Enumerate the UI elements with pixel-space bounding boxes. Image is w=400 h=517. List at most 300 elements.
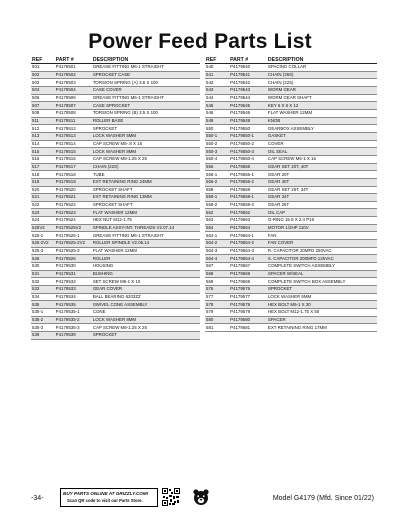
description-cell: S. CAPACITOR 200MFD 125VAC — [267, 255, 377, 263]
table-row — [205, 194, 377, 202]
table-row — [31, 217, 200, 225]
description-cell: EXT RETAINING RING 17MM — [267, 324, 377, 332]
table-row — [205, 155, 377, 163]
description-cell: BALL BEARING 6203ZZ — [92, 293, 200, 301]
ref-cell: 525-2V2 — [31, 240, 55, 248]
ref-cell: 556-2 — [205, 178, 229, 186]
ref-cell: 503 — [31, 79, 55, 87]
ref-cell: 543 — [205, 86, 229, 94]
description-cell: ROLLER — [92, 255, 200, 263]
description-cell: HEX BOLT M6-1 X 30 — [267, 301, 377, 309]
ref-cell: 568 — [205, 270, 229, 278]
ref-cell: 534 — [31, 293, 55, 301]
description-cell: SPACING COLLAR — [267, 64, 377, 72]
table-row — [31, 247, 200, 255]
part-number-cell: P4179541 — [229, 71, 267, 79]
part-number-cell: P4179519 — [55, 178, 92, 186]
table-row — [205, 109, 377, 117]
description-cell: GEAR SET 26T, 34T — [267, 186, 377, 194]
description-cell: GEAR 40T — [267, 178, 377, 186]
part-number-cell: P4179518 — [55, 171, 92, 179]
part-number-cell: P4179544 — [229, 94, 267, 102]
table-row — [205, 163, 377, 171]
ref-cell: 564-2 — [205, 240, 229, 248]
ref-cell: 513 — [31, 132, 55, 140]
description-cell: GEAR SET 20T, 40T — [267, 163, 377, 171]
table-row — [31, 278, 200, 286]
description-cell: GEAR 26T — [267, 201, 377, 209]
ref-cell: 533 — [31, 286, 55, 294]
ref-cell: 523 — [31, 209, 55, 217]
part-number-cell: P4179515 — [55, 148, 92, 156]
table-row — [205, 316, 377, 324]
description-cell: TORSION SPRING (B) 3.5 X 100 — [92, 109, 200, 117]
ref-cell: 562 — [205, 209, 229, 217]
table-row — [31, 64, 200, 72]
table-row — [31, 102, 200, 110]
ref-cell: 535-2 — [31, 316, 55, 324]
part-number-cell: P4179564-2 — [229, 240, 267, 248]
part-number-cell: P4179520 — [55, 186, 92, 194]
part-number-cell: P4179563 — [229, 217, 267, 225]
table-row — [205, 148, 377, 156]
table-row — [31, 201, 200, 209]
description-cell: HOUSING — [92, 263, 200, 271]
description-cell: HEX NUT M12-1.75 — [92, 217, 200, 225]
grizzly-bear-logo — [192, 488, 210, 506]
part-number-cell: P4179516 — [55, 155, 92, 163]
ref-cell: 550-4 — [205, 155, 229, 163]
buy-parts-text: BUY PARTS ONLINE AT GRIZZLY.COM! — [63, 491, 149, 496]
description-cell: CAP SCREW M6-1 X 16 — [267, 155, 377, 163]
table-row — [205, 178, 377, 186]
part-number-cell: P4179533 — [55, 286, 92, 294]
part-number-cell: P4179540 — [229, 64, 267, 72]
part-number-cell: P4179504 — [55, 86, 92, 94]
part-number-cell: P4179577 — [229, 293, 267, 301]
part-number-cell: P4179525-3 — [55, 247, 92, 255]
description-cell: CAP SCREW M8-1.25 X 25 — [92, 155, 200, 163]
table-row — [31, 309, 200, 317]
part-number-cell: P4179546 — [229, 109, 267, 117]
ref-cell: 522 — [31, 201, 55, 209]
parts-table-right — [205, 56, 377, 332]
description-cell: SPROCKET SHAFT — [92, 201, 200, 209]
table-row — [205, 240, 377, 248]
table-row — [31, 255, 200, 263]
ref-cell: 542 — [205, 79, 229, 87]
ref-cell: 577 — [205, 293, 229, 301]
table-row — [31, 286, 200, 294]
ref-cell: 559 — [205, 186, 229, 194]
ref-cell: 579 — [205, 309, 229, 317]
ref-cell: 564 — [205, 224, 229, 232]
description-cell: LOCK WASHER 8MM — [92, 148, 200, 156]
description-cell: CONE — [92, 309, 200, 317]
table-row — [31, 240, 200, 248]
part-number-cell: P4179535-2 — [55, 316, 92, 324]
part-number-cell: P4179502 — [55, 71, 92, 79]
table-row — [31, 125, 200, 133]
ref-cell: 532 — [31, 278, 55, 286]
table-row — [205, 64, 377, 72]
ref-cell: 535-3 — [31, 324, 55, 332]
table-row — [205, 125, 377, 133]
description-cell: OIL SEAL — [267, 148, 377, 156]
part-number-cell: P4179525V2 — [55, 224, 92, 232]
table-row — [31, 232, 200, 240]
ref-cell: 504 — [31, 86, 55, 94]
part-number-cell: P4179549 — [229, 117, 267, 125]
ref-cell: 546 — [205, 109, 229, 117]
header-description: DESCRIPTION — [267, 56, 377, 64]
table-row — [31, 270, 200, 278]
part-number-cell: P4179550-2 — [229, 140, 267, 148]
table-row — [205, 140, 377, 148]
part-number-cell: P4179580 — [229, 316, 267, 324]
ref-cell: 508 — [31, 109, 55, 117]
ref-cell: 564-1 — [205, 232, 229, 240]
part-number-cell: P4179564 — [229, 224, 267, 232]
table-row — [205, 171, 377, 179]
description-cell: FAN — [267, 232, 377, 240]
ref-cell: 525-1 — [31, 232, 55, 240]
description-cell: SPINDLE ASSY-INT. THREADS V2.07.14 — [92, 224, 200, 232]
description-cell: SPROCKET CASE — [92, 71, 200, 79]
ref-cell: 578 — [205, 301, 229, 309]
part-number-cell: P4179559 — [229, 186, 267, 194]
description-cell: TUBE — [92, 171, 200, 179]
ref-cell: 564-3 — [205, 247, 229, 255]
ref-cell: 544 — [205, 94, 229, 102]
description-cell: R. CAPACITOR 20MFD 250VAC — [267, 247, 377, 255]
header-part: PART # — [229, 56, 267, 64]
ref-cell: 530 — [31, 263, 55, 271]
scan-qr-text: Scan QR code to visit our Parts Store. — [67, 498, 143, 503]
description-cell: TORSION SPRING (A) 3.5 X 100 — [92, 79, 200, 87]
table-row — [31, 316, 200, 324]
ref-cell: 517 — [31, 163, 55, 171]
table-row — [205, 286, 377, 294]
description-cell: OIL CAP — [267, 209, 377, 217]
ref-cell: 569 — [205, 278, 229, 286]
part-number-cell: P4179568 — [229, 270, 267, 278]
description-cell: CAP SCREW M5-.8 X 16 — [92, 140, 200, 148]
parts-store-box — [60, 488, 158, 507]
ref-cell: 526 — [31, 255, 55, 263]
ref-cell: 550-3 — [205, 148, 229, 156]
ref-cell: 559-1 — [205, 194, 229, 202]
table-row — [205, 209, 377, 217]
description-cell: GEAR 34T — [267, 194, 377, 202]
ref-cell: 506 — [31, 94, 55, 102]
part-number-cell: P4179564-3 — [229, 247, 267, 255]
description-cell: LOCK WASHER 5MM — [92, 132, 200, 140]
ref-cell: 541 — [205, 71, 229, 79]
ref-cell: 514 — [31, 140, 55, 148]
ref-cell: 524 — [31, 217, 55, 225]
description-cell: CASE COVER — [92, 86, 200, 94]
description-cell: CAP SCREW M8-1.25 X 25 — [92, 324, 200, 332]
part-number-cell: P4179507 — [55, 102, 92, 110]
part-number-cell: P4179564-1 — [229, 232, 267, 240]
part-number-cell: P4179512 — [55, 125, 92, 133]
description-cell: BUSHING — [92, 270, 200, 278]
table-row — [31, 71, 200, 79]
table-header-row — [205, 56, 377, 64]
part-number-cell: P4179526 — [55, 255, 92, 263]
ref-cell: 581 — [205, 324, 229, 332]
table-row — [31, 163, 200, 171]
part-number-cell: P4179559-1 — [229, 194, 267, 202]
table-row — [205, 278, 377, 286]
table-row — [205, 94, 377, 102]
description-cell: FAN COVER — [267, 240, 377, 248]
table-row — [205, 309, 377, 317]
description-cell: MOTOR 1/2HP 110V — [267, 224, 377, 232]
description-cell: CHAIN (22S) — [92, 163, 200, 171]
description-cell: GASKET — [267, 132, 377, 140]
table-row — [205, 224, 377, 232]
part-number-cell: P4179522 — [55, 201, 92, 209]
table-row — [31, 194, 200, 202]
description-cell: GEARBOX ASSEMBLY — [267, 125, 377, 133]
part-number-cell: P4179550 — [229, 125, 267, 133]
ref-cell: 576 — [205, 286, 229, 294]
ref-cell: 535-1 — [31, 309, 55, 317]
part-number-cell: P4179569 — [229, 278, 267, 286]
ref-cell: 550 — [205, 125, 229, 133]
ref-cell: 518 — [31, 171, 55, 179]
part-number-cell: P4179517 — [55, 163, 92, 171]
description-cell: LOCK WASHER 6MM — [267, 293, 377, 301]
description-cell: COMPLETE SWITCH ASSEMBLY — [267, 263, 377, 271]
ref-cell: 516 — [31, 155, 55, 163]
ref-cell: 501 — [31, 64, 55, 72]
description-cell: GREASE FITTING M6-1 STRAIGHT — [92, 94, 200, 102]
table-row — [31, 109, 200, 117]
header-ref: REF — [31, 56, 55, 64]
table-row — [205, 117, 377, 125]
table-row — [31, 117, 200, 125]
part-number-cell: P4179535-1 — [55, 309, 92, 317]
table-row — [31, 140, 200, 148]
description-cell: SPACER W/SEAL — [267, 270, 377, 278]
part-number-cell: P4179578 — [229, 301, 267, 309]
description-cell: KEY 6 X 6 X 12 — [267, 102, 377, 110]
table-row — [205, 86, 377, 94]
description-cell: GREASE FITTING M6-1 STRAIGHT — [92, 232, 200, 240]
part-number-cell: P4179534 — [55, 293, 92, 301]
ref-cell: 550-2 — [205, 140, 229, 148]
ref-cell: 519 — [31, 178, 55, 186]
description-cell: LOCK WASHER 8MM — [92, 316, 200, 324]
part-number-cell: P4179576 — [229, 286, 267, 294]
ref-cell: 531 — [31, 270, 55, 278]
part-number-cell: P4179525-2V2 — [55, 240, 92, 248]
part-number-cell: P4179511 — [55, 117, 92, 125]
table-row — [31, 86, 200, 94]
part-number-cell: P4179564-4 — [229, 255, 267, 263]
table-row — [205, 293, 377, 301]
description-cell: WORM GEAR SHAFT — [267, 94, 377, 102]
part-number-cell: P4179508 — [55, 109, 92, 117]
description-cell: SWIVEL CONE ASSEMBLY — [92, 301, 200, 309]
description-cell: SET SCREW M6-1 X 10 — [92, 278, 200, 286]
ref-cell: 525-3 — [31, 247, 55, 255]
description-cell: CASE SPROCKET — [92, 102, 200, 110]
table-row — [31, 263, 200, 271]
table-row — [205, 301, 377, 309]
description-cell: HEX BOLT M12-1.75 X 50 — [267, 309, 377, 317]
part-number-cell: P4179535-3 — [55, 324, 92, 332]
description-cell: GEAR 20T — [267, 171, 377, 179]
part-number-cell: P4179506 — [55, 94, 92, 102]
ref-cell: 507 — [31, 102, 55, 110]
ref-cell: 535 — [31, 301, 55, 309]
ref-cell: 539 — [31, 331, 55, 339]
parts-table-left — [31, 56, 200, 340]
table-row — [31, 293, 200, 301]
description-cell: GREASE FITTING M6-1 STRAIGHT — [92, 64, 200, 72]
table-row — [205, 324, 377, 332]
ref-cell: 545 — [205, 102, 229, 110]
description-cell: WORM GEAR — [267, 86, 377, 94]
ref-cell: 502 — [31, 71, 55, 79]
table-row — [205, 263, 377, 271]
ref-cell: 580 — [205, 316, 229, 324]
part-number-cell: P4179539 — [55, 331, 92, 339]
description-cell: SPROCKET — [267, 286, 377, 294]
part-number-cell: P4179550-1 — [229, 132, 267, 140]
model-text: Model G4179 (Mfd. Since 01/22) — [272, 495, 374, 502]
ref-cell: 521 — [31, 194, 55, 202]
part-number-cell: P4179559-2 — [229, 201, 267, 209]
ref-cell: 512 — [31, 125, 55, 133]
description-cell: FLAT WASHER 12MM — [92, 247, 200, 255]
description-cell: ROLLER SPINDLE V2.06.14 — [92, 240, 200, 248]
part-number-cell: P4179556-1 — [229, 171, 267, 179]
table-row — [205, 247, 377, 255]
description-cell: SPROCKET — [92, 331, 200, 339]
ref-cell: 567 — [205, 263, 229, 271]
ref-cell: 556-1 — [205, 171, 229, 179]
table-row — [31, 79, 200, 87]
header-part: PART # — [55, 56, 92, 64]
part-number-cell: P4179531 — [55, 270, 92, 278]
table-row — [31, 209, 200, 217]
ref-cell: 550-1 — [205, 132, 229, 140]
part-number-cell: P4179567 — [229, 263, 267, 271]
table-row — [31, 186, 200, 194]
page-title: Power Feed Parts List — [88, 30, 312, 53]
table-row — [205, 270, 377, 278]
table-row — [205, 201, 377, 209]
part-number-cell: P4179581 — [229, 324, 267, 332]
table-row — [31, 132, 200, 140]
page-number: -34- — [31, 495, 44, 502]
part-number-cell: P4179562 — [229, 209, 267, 217]
description-cell: SPROCKET SHAFT — [92, 186, 200, 194]
description-cell: FLAT WASHER 12MM — [267, 109, 377, 117]
description-cell: CHAIN (22S) — [267, 79, 377, 87]
part-number-cell: P4179524 — [55, 217, 92, 225]
part-number-cell: P4179556 — [229, 163, 267, 171]
part-number-cell: P4179579 — [229, 309, 267, 317]
ref-cell: 540 — [205, 64, 229, 72]
description-cell: SPROCKET — [92, 125, 200, 133]
description-cell: ROLLER BASE — [92, 117, 200, 125]
part-number-cell: P4179532 — [55, 278, 92, 286]
table-row — [31, 324, 200, 332]
part-number-cell: P4179543 — [229, 86, 267, 94]
ref-cell: 549 — [205, 117, 229, 125]
part-number-cell: P4179523 — [55, 209, 92, 217]
table-row — [205, 71, 377, 79]
table-header-row — [31, 56, 200, 64]
part-number-cell: P4179535 — [55, 301, 92, 309]
ref-cell: 511 — [31, 117, 55, 125]
table-row — [205, 217, 377, 225]
table-row — [205, 79, 377, 87]
ref-cell: 556 — [205, 163, 229, 171]
part-number-cell: P4179550-4 — [229, 155, 267, 163]
description-cell: COMPLETE SWITCH BOX ASSEMBLY — [267, 278, 377, 286]
part-number-cell: P4179545 — [229, 102, 267, 110]
qr-code-icon[interactable] — [162, 488, 180, 506]
ref-cell: 520 — [31, 186, 55, 194]
description-cell: FLAT WASHER 12MM — [92, 209, 200, 217]
ref-cell: 515 — [31, 148, 55, 156]
part-number-cell: P4179501 — [55, 64, 92, 72]
table-row — [31, 301, 200, 309]
table-row — [31, 171, 200, 179]
table-row — [31, 224, 200, 232]
table-row — [31, 94, 200, 102]
description-cell: SPACER — [267, 316, 377, 324]
part-number-cell: P4179514 — [55, 140, 92, 148]
part-number-cell: P4179521 — [55, 194, 92, 202]
description-cell: COVER — [267, 140, 377, 148]
table-row — [205, 186, 377, 194]
ref-cell: 564-4 — [205, 255, 229, 263]
header-ref: REF — [205, 56, 229, 64]
part-number-cell: P4179530 — [55, 263, 92, 271]
description-cell: CHAIN (36S) — [267, 71, 377, 79]
table-row — [31, 178, 200, 186]
table-row — [205, 102, 377, 110]
description-cell: GEAR COVER — [92, 286, 200, 294]
table-row — [205, 232, 377, 240]
table-row — [31, 148, 200, 156]
part-number-cell: P4179525-1 — [55, 232, 92, 240]
part-number-cell: P4179556-2 — [229, 178, 267, 186]
part-number-cell: P4179513 — [55, 132, 92, 140]
description-cell: EXT RETAINING RING 13MM — [92, 194, 200, 202]
description-cell: EXT RETAINING RING 24MM — [92, 178, 200, 186]
ref-cell: 525V2 — [31, 224, 55, 232]
part-number-cell: P4179550-3 — [229, 148, 267, 156]
table-row — [31, 155, 200, 163]
part-number-cell: P4179503 — [55, 79, 92, 87]
header-description: DESCRIPTION — [92, 56, 200, 64]
table-row — [205, 132, 377, 140]
ref-cell: 559-2 — [205, 201, 229, 209]
table-row — [31, 331, 200, 339]
part-number-cell: P4179542 — [229, 79, 267, 87]
ref-cell: 563 — [205, 217, 229, 225]
table-row — [205, 255, 377, 263]
